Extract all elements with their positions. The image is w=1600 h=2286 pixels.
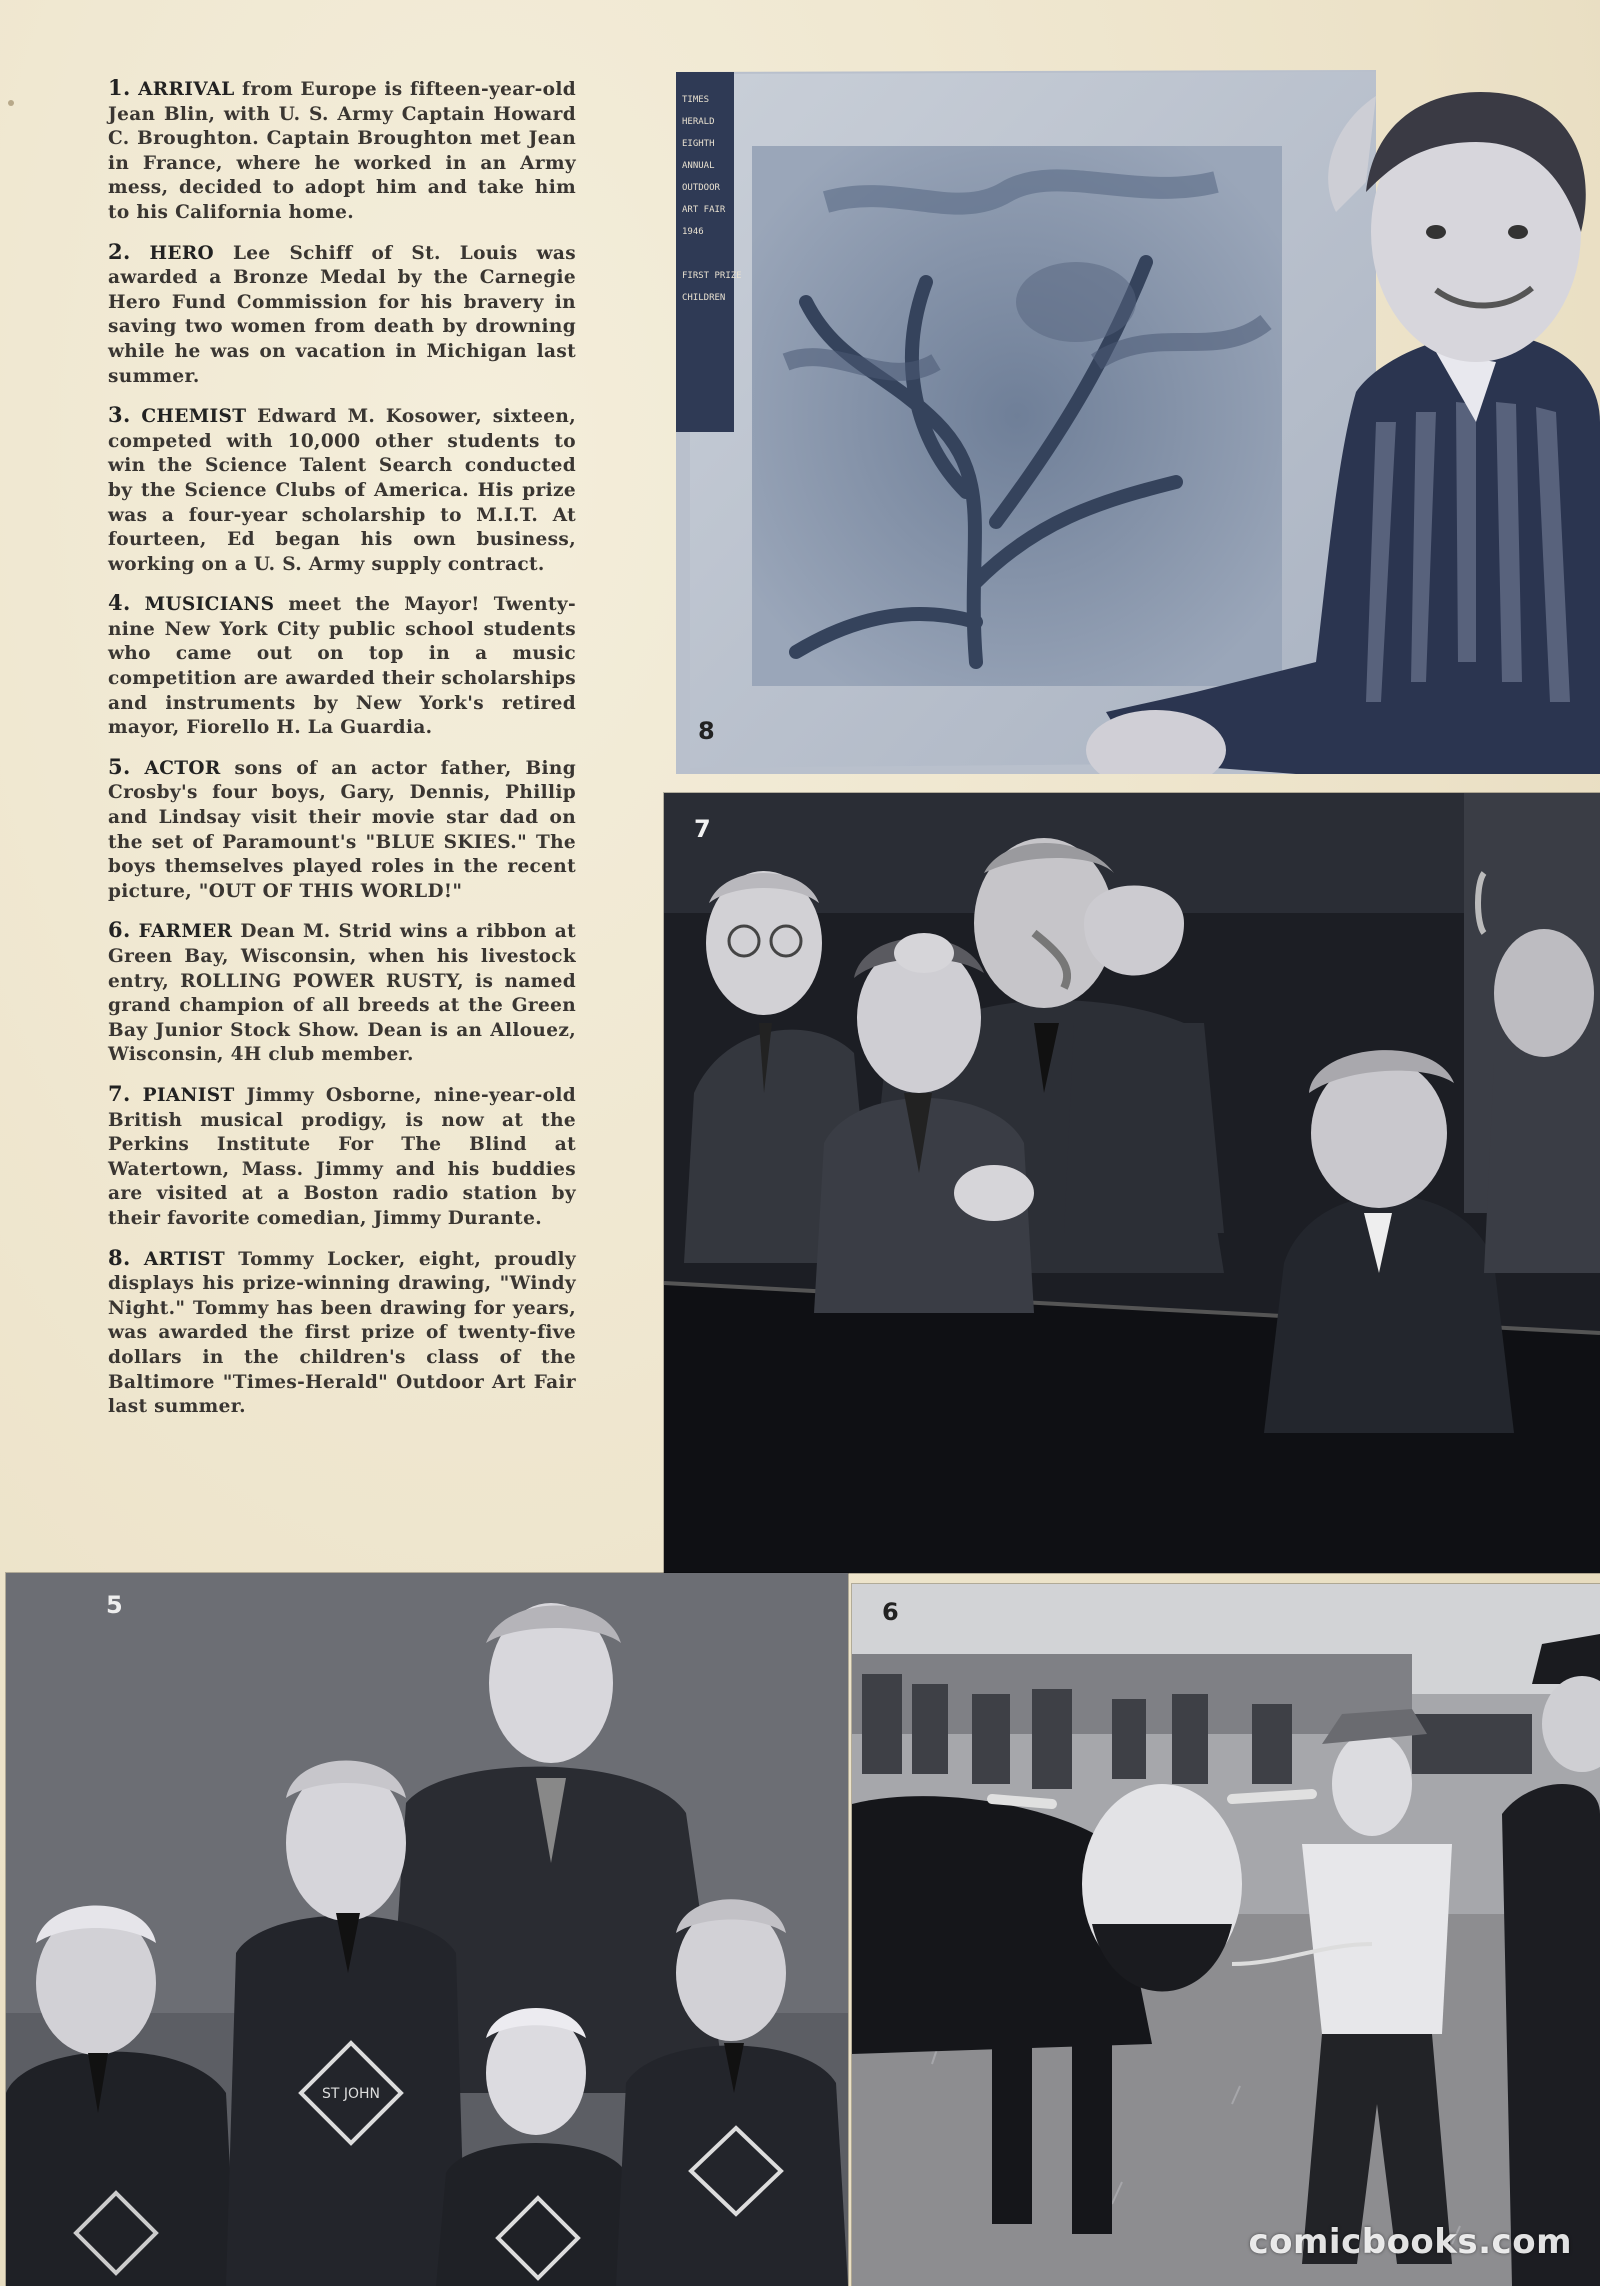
caption-5: 5. ACTOR sons of an actor father, Bing Crosby's four boys, Gary, Dennis, Phillip and Lindsay visit their movie star dad on the set of Paramount's "BLUE SKIES." The boys themselves played roles in the recent picture, "OUT OF THIS WORLD!" — [108, 753, 576, 902]
ribbon-line-6: ART FAIR — [682, 205, 726, 215]
photo-7-image — [664, 793, 1600, 1573]
ribbon-line-8: FIRST PRIZE — [682, 271, 742, 281]
page-speck — [8, 100, 14, 106]
photo-7-number: 7 — [694, 815, 711, 843]
ribbon-line-1: TIMES — [682, 95, 710, 105]
ribbon-line-4: ANNUAL — [682, 161, 715, 171]
ribbon-line-7: 1946 — [682, 227, 704, 237]
drawing-windy-night — [752, 146, 1282, 686]
photo-6-number: 6 — [882, 1598, 899, 1626]
captions-column — [108, 76, 576, 1434]
photo-6-farmer — [852, 1584, 1600, 2286]
ribbon-line-9: CHILDREN — [682, 293, 726, 303]
caption-2: 2. HERO Lee Schiff of St. Louis was awarded a Bronze Medal by the Carnegie Hero Fund Commission for his bravery in saving two women from death by drowning while he was on vacation in Michigan last summer. — [108, 238, 576, 387]
caption-6: 6. FARMER Dean M. Strid wins a ribbon at Green Bay, Wisconsin, when his livestock entry, ROLLING POWER RUSTY, is named grand champion of all breeds at the Green Bay Junior Stock Show. Dean is an Allouez, Wisconsin, 4H club member. — [108, 917, 576, 1066]
sweater-lettering: ST JOHN — [321, 2086, 381, 2102]
ribbon-line-2: HERALD — [682, 117, 715, 127]
caption-8: 8. ARTIST Tommy Locker, eight, proudly displays his prize-winning drawing, "Windy Night." Tommy has been drawing for years, was awarded the first prize of twenty-five dollars in the children's class of the Baltimore "Times-Herald" Outdoor Art Fair last summer. — [108, 1244, 576, 1418]
ribbon-line-3: EIGHTH — [682, 139, 715, 149]
watermark: comicbooks.com — [1248, 2222, 1572, 2262]
caption-4: 4. MUSICIANS meet the Mayor! Twenty-nine New York City public school students who came out on top in a music competition are awarded their scholarships and instruments by New York's retired mayor, Fiorello H. La Guardia. — [108, 590, 576, 739]
caption-3: 3. CHEMIST Edward M. Kosower, sixteen, competed with 10,000 other students to win the Science Talent Search conducted by the Science Clubs of America. His prize was a four-year scholarship to M.I.T. At fourteen, Ed began his own business, working on a U. S. Army supply contract. — [108, 402, 576, 575]
photo-5-actor — [6, 1573, 848, 2286]
caption-7: 7. PIANIST Jimmy Osborne, nine-year-old British musical prodigy, is now at the Perkins Institute For The Blind at Watertown, Mass. Jimmy and his buddies are visited at a Boston radio station by their favorite comedian, Jimmy Durante. — [108, 1080, 577, 1229]
ribbon-line-5: OUTDOOR — [682, 183, 720, 193]
boy-far-right — [1484, 929, 1600, 1273]
photo-6-image — [852, 1584, 1600, 2286]
photo-8-image — [676, 62, 1600, 774]
caption-1: 1. ARRIVAL from Europe is fifteen-year-old Jean Blin, with U. S. Army Captain Howard C. Broughton. Captain Broughton met Jean in France, where he worked in an Army mess, decided to adopt him and take him to his California home. — [108, 75, 577, 223]
photo-8-number: 8 — [698, 717, 715, 745]
photo-5-number: 5 — [106, 1591, 123, 1619]
photo-8-artist — [676, 62, 1600, 774]
photo-5-image — [6, 1573, 848, 2286]
photo-7-pianist — [664, 793, 1600, 1573]
